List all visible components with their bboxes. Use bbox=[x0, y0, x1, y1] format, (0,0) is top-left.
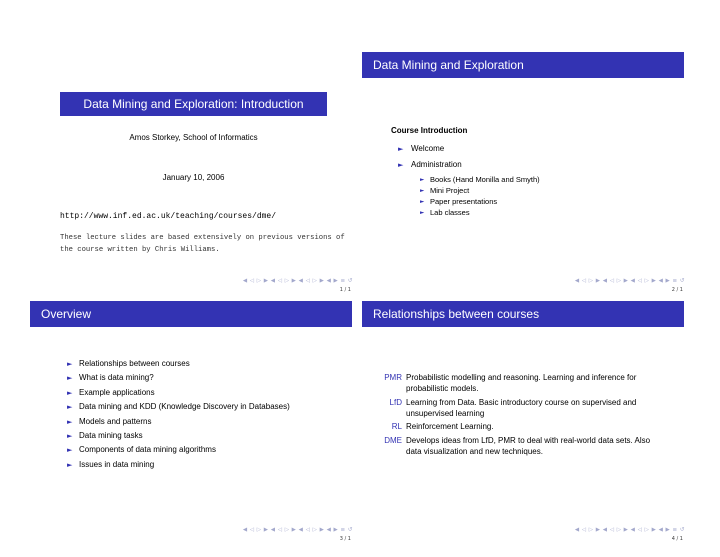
page-number: 2 / 1 bbox=[671, 287, 683, 293]
bullet-list bbox=[67, 359, 327, 474]
course-url[interactable]: http://www.inf.ed.ac.uk/teaching/courses/dme/ bbox=[60, 212, 277, 221]
bullet-icon: ► bbox=[67, 460, 73, 469]
list-item: ► Lab classes bbox=[420, 208, 470, 217]
bullet-icon: ► bbox=[420, 177, 425, 183]
definition-text: Reinforcement Learning. bbox=[406, 422, 494, 431]
list-item: ► Welcome bbox=[398, 144, 445, 153]
slide-title: Data Mining and Exploration: Introduction bbox=[60, 92, 327, 116]
definition-item bbox=[372, 435, 666, 457]
list-item: ► Relationships between courses bbox=[67, 359, 190, 368]
bullet-icon: ► bbox=[67, 403, 73, 412]
slide-title: Relationships between courses bbox=[362, 301, 684, 327]
bullet-icon: ► bbox=[67, 388, 73, 397]
navigation-icons[interactable]: ◀ ◁ ▷ ▶ ◀ ◁ ▷ ▶ ◀ ◁ ▷ ▶ ◀ ▶ ≡ ↺ bbox=[242, 278, 353, 284]
list-item: ► Administration bbox=[398, 160, 462, 169]
slide-1 bbox=[30, 47, 357, 292]
page-number: 4 / 1 bbox=[671, 536, 683, 542]
list-item: ► Books (Hand Monilla and Smyth) bbox=[420, 175, 540, 184]
navigation-icons[interactable]: ◀ ◁ ▷ ▶ ◀ ◁ ▷ ▶ ◀ ◁ ▷ ▶ ◀ ▶ ≡ ↺ bbox=[574, 278, 685, 284]
definition-item bbox=[372, 372, 666, 394]
definition-list bbox=[372, 372, 666, 459]
bullet-icon: ► bbox=[420, 188, 425, 194]
definition-text: Develops ideas from LfD, PMR to deal with real-world data sets. Also data visualization and new techniques. bbox=[406, 435, 651, 456]
list-item: ► Example applications bbox=[67, 387, 155, 397]
section-heading: Course Introduction bbox=[391, 126, 468, 135]
bullet-icon: ► bbox=[420, 210, 425, 216]
list-item: ► Models and patterns bbox=[67, 416, 152, 426]
sub-bullet-list bbox=[420, 175, 540, 219]
list-item: ► Components of data mining algorithms bbox=[67, 445, 216, 455]
list-item: ► Data mining tasks bbox=[67, 430, 143, 440]
slide-title: Overview bbox=[30, 301, 352, 327]
bullet-list bbox=[398, 144, 462, 176]
navigation-icons[interactable]: ◀ ◁ ▷ ▶ ◀ ◁ ▷ ▶ ◀ ◁ ▷ ▶ ◀ ▶ ≡ ↺ bbox=[242, 527, 353, 533]
bullet-icon: ► bbox=[398, 161, 404, 169]
navigation-icons[interactable]: ◀ ◁ ▷ ▶ ◀ ◁ ▷ ▶ ◀ ◁ ▷ ▶ ◀ ▶ ≡ ↺ bbox=[574, 527, 685, 533]
list-item: ► What is data mining? bbox=[67, 373, 154, 383]
list-item: ► Paper presentations bbox=[420, 197, 498, 206]
slide-4 bbox=[362, 296, 689, 541]
definition-item bbox=[372, 397, 666, 419]
bullet-icon: ► bbox=[67, 360, 73, 368]
slide-note: These lecture slides are based extensively on previous versions of the course written by Chris Williams. bbox=[60, 234, 345, 254]
definition-item bbox=[372, 421, 666, 432]
bullet-icon: ► bbox=[398, 145, 404, 153]
slide-title: Data Mining and Exploration bbox=[362, 52, 684, 78]
slide-3 bbox=[30, 296, 357, 541]
definition-term: DME bbox=[384, 435, 402, 445]
author: Amos Storkey, School of Informatics bbox=[129, 133, 258, 142]
list-item: ► Data mining and KDD (Knowledge Discovery in Databases) bbox=[67, 402, 290, 412]
list-item: ► Mini Project bbox=[420, 186, 470, 195]
bullet-icon: ► bbox=[420, 199, 425, 205]
bullet-icon: ► bbox=[67, 431, 73, 440]
page-number: 3 / 1 bbox=[339, 536, 351, 542]
bullet-icon: ► bbox=[67, 446, 73, 455]
definition-term: PMR bbox=[384, 373, 402, 382]
bullet-icon: ► bbox=[67, 374, 73, 383]
slide-2 bbox=[362, 47, 689, 292]
definition-term: LfD bbox=[389, 397, 402, 407]
bullet-icon: ► bbox=[67, 417, 73, 426]
definition-text: Probabilistic modelling and reasoning. Learning and inference for probabilistic models. bbox=[406, 373, 637, 393]
page-number: 1 / 1 bbox=[339, 287, 351, 293]
list-item: ► Issues in data mining bbox=[67, 459, 155, 469]
definition-term: RL bbox=[391, 422, 402, 431]
date: January 10, 2006 bbox=[162, 173, 225, 182]
definition-text: Learning from Data. Basic introductory course on supervised and unsupervised learning bbox=[406, 397, 637, 418]
